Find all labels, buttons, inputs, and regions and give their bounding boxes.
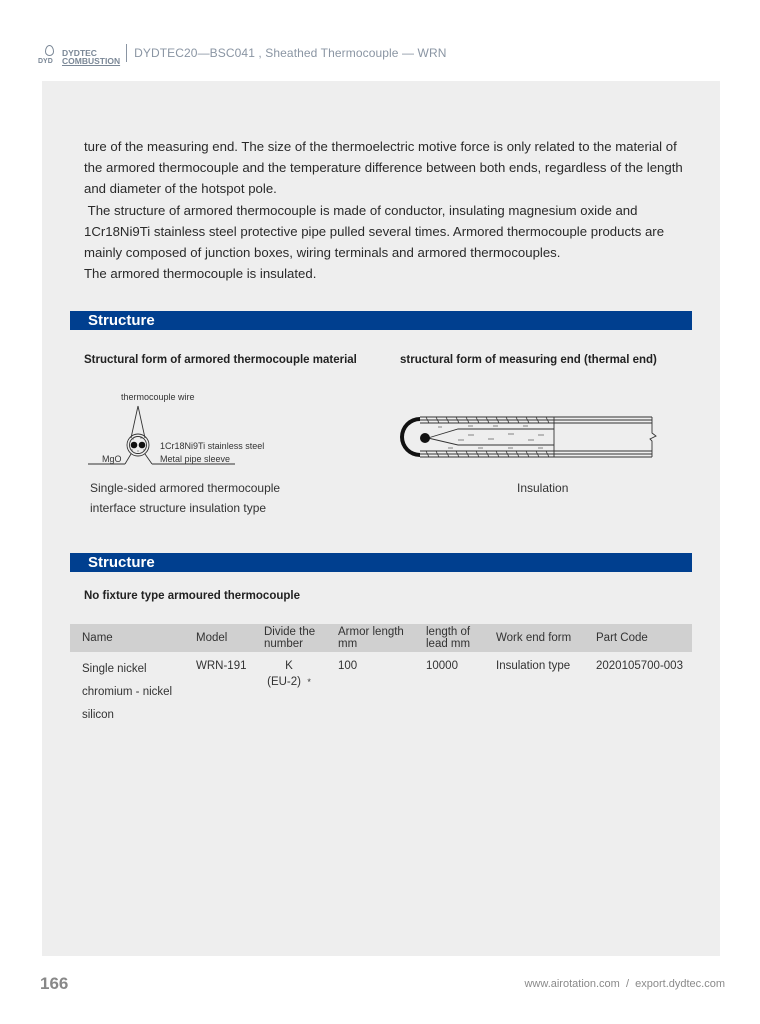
logo-line1: DYDTEC [62, 48, 97, 58]
cell-work-end-form: Insulation type [496, 660, 571, 672]
document-title: DYDTEC20—BSC041 , Sheathed Thermocouple — WRN [134, 46, 447, 60]
footer-urls: www.airotation.com / export.dydtec.com [524, 978, 725, 990]
wire-dot [139, 442, 146, 449]
measuring-end-heading: structural form of measuring end (thermal end) [400, 354, 657, 366]
spec-table [70, 624, 692, 727]
cell-model: WRN-191 [196, 660, 247, 672]
section-heading: Structure [70, 311, 692, 330]
thermocouple-wire-label: thermocouple wire [121, 392, 195, 402]
intro-text [84, 136, 694, 284]
end-cap [400, 417, 420, 457]
section-heading: Structure [70, 553, 692, 572]
col-header: Model [184, 624, 252, 652]
cell-name: Single nickel chromium - nickel silicon [82, 663, 173, 721]
header-divider [126, 44, 127, 62]
mgo-label: MgO [102, 454, 122, 464]
material-structure-caption: Single-sided armored thermocouple interface structure insulation type [90, 481, 281, 515]
cell-divide: K (EU-2) * [267, 660, 311, 688]
footnote-mark: * [307, 677, 311, 687]
table-row [70, 652, 692, 727]
metal-sleeve-label: Metal pipe sleeve [160, 454, 231, 464]
col-header: Divide the number [252, 624, 326, 652]
flame-drop-icon: DYD [38, 43, 60, 65]
col-header: Work end form [484, 624, 584, 652]
cell-armor-length: 100 [338, 660, 358, 672]
page-number: 166 [40, 974, 69, 993]
page-header [38, 40, 447, 66]
measuring-end-diagram [398, 413, 658, 463]
intro-paragraph: The structure of armored thermocouple is made of conductor, insulating magnesium oxide and 1Cr18Ni9Ti stainless steel protective pipe pulled several times. Armored thermocouple products are mainly composed of junction boxes, wiring terminals and armored thermocouples. [84, 202, 668, 261]
intro-paragraph: The armored thermocouple is insulated. [84, 266, 317, 282]
cell-part-code: 2020105700-003 [596, 660, 683, 672]
stainless-steel-label: 1Cr18Ni9Ti stainless steel [160, 441, 265, 451]
wire-dot [131, 442, 138, 449]
col-header: Part Code [584, 624, 692, 652]
col-header: Name [70, 624, 184, 652]
measuring-end-caption: Insulation [517, 481, 569, 495]
material-structure-heading: Structural form of armored thermocouple material [84, 354, 357, 366]
cell-lead-length: 10000 [426, 660, 458, 672]
logo-line2: COMBUSTION [62, 56, 121, 66]
junction-dot [420, 433, 430, 443]
table-header-row [70, 624, 692, 652]
intro-paragraph: ture of the measuring end. The size of the thermoelectric motive force is only related to the material of the armored thermocouple and the temperature difference between both ends, regardless of the length and diameter of the hotspot pole. [84, 139, 683, 197]
col-header: length of lead mm [414, 624, 484, 652]
col-header: Armor length mm [326, 624, 414, 652]
table-subtitle: No fixture type armoured thermocouple [84, 590, 300, 602]
company-logo [38, 41, 120, 65]
